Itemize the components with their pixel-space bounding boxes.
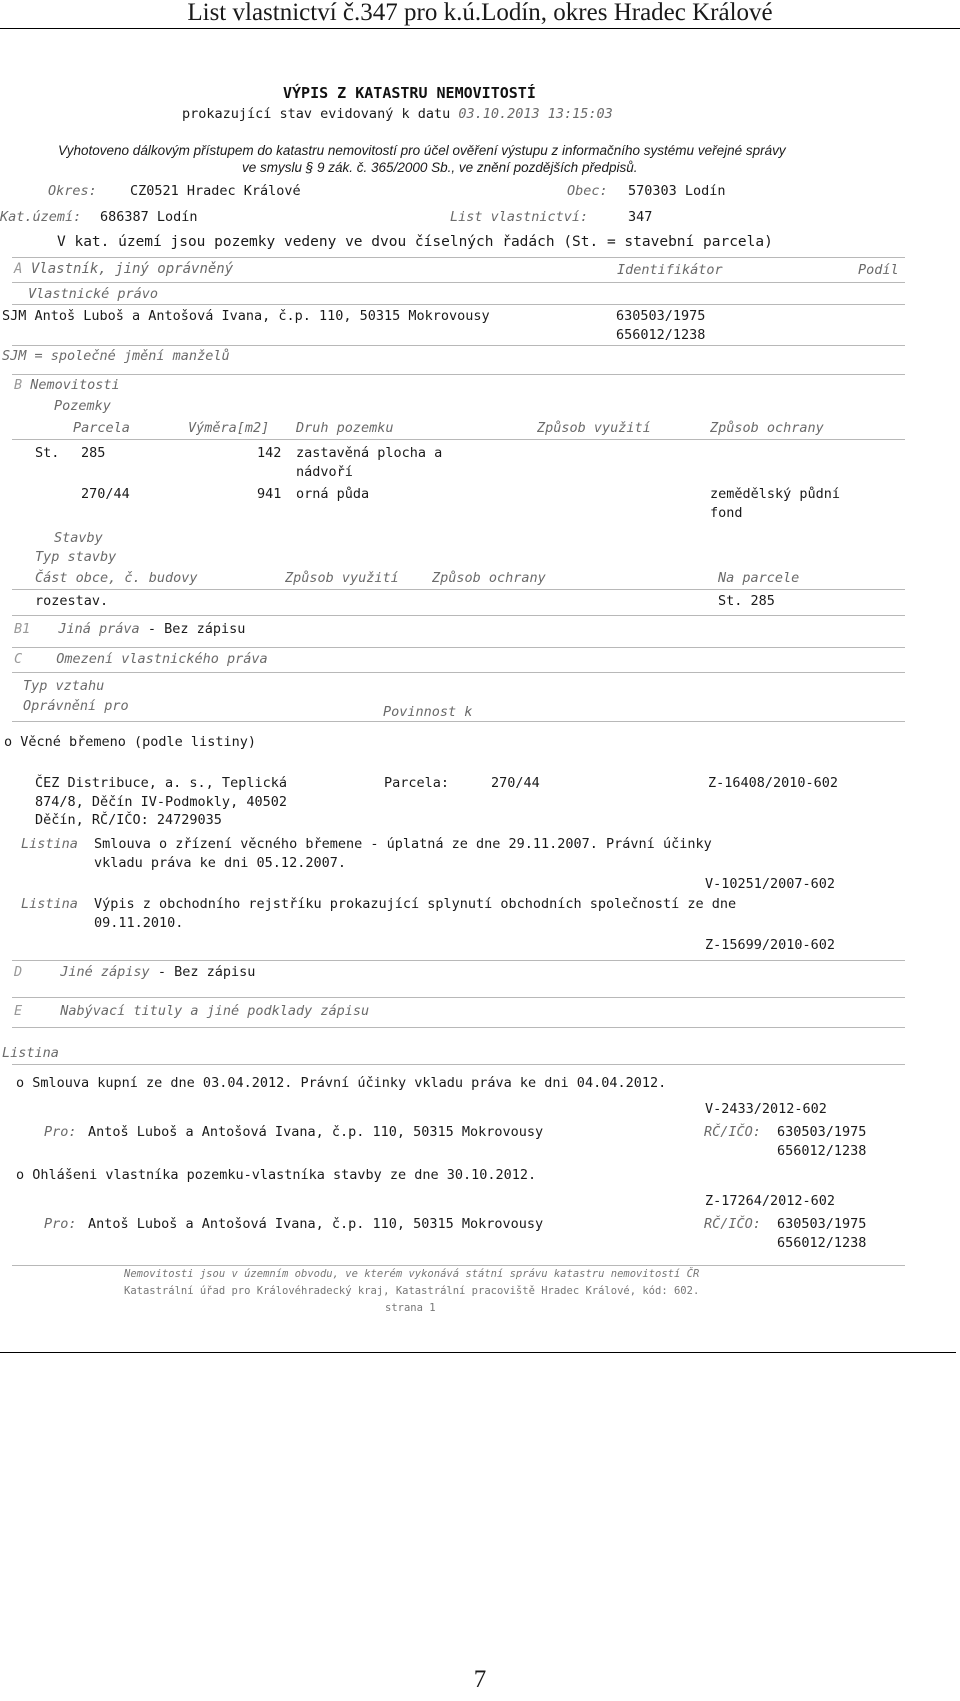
section-c-subrule2 bbox=[12, 721, 905, 722]
parcel-number: 285 bbox=[81, 445, 106, 461]
parcel-table-rule bbox=[12, 439, 905, 440]
owner-id-1: 630503/1975 bbox=[616, 308, 706, 324]
okres-value: CZ0521 Hradec Králové bbox=[130, 183, 301, 199]
doc-title: VÝPIS Z KATASTRU NEMOVITOSTÍ bbox=[283, 84, 536, 102]
podil-header: Podíl bbox=[858, 262, 899, 278]
parcel-type-line1: orná půda bbox=[296, 486, 370, 502]
col-na-parcele: Na parcele bbox=[718, 570, 800, 586]
pro-label-2: Pro: bbox=[44, 1216, 77, 1232]
vlastnicke-pravo-label: Vlastnické právo bbox=[28, 286, 159, 302]
doc-footer-line1: Nemovitosti jsou v územním obvodu, ve kterém vykonává státní správu katastru nemovitostí ČR bbox=[124, 1268, 700, 1280]
stavby-label: Stavby bbox=[54, 530, 103, 546]
encumbered-parcel-label: Parcela: bbox=[384, 775, 450, 791]
section-a-subrule bbox=[12, 282, 905, 283]
section-e-marker: E bbox=[14, 1003, 23, 1019]
obec-label: Obec: bbox=[567, 183, 608, 199]
doc-subtitle-prefix: prokazující stav evidovaný k datu bbox=[182, 106, 451, 122]
stavba-parcela: St. 285 bbox=[718, 593, 775, 609]
section-a-rule bbox=[12, 257, 905, 258]
section-d-marker: D bbox=[14, 964, 23, 980]
section-b1-rule bbox=[12, 615, 905, 616]
encumbered-parcel-value: 270/44 bbox=[491, 775, 540, 791]
stavba-typ: rozestav. bbox=[35, 593, 109, 609]
ref-z-16408: Z-16408/2010-602 bbox=[708, 775, 839, 791]
parcel-protection-line2: fond bbox=[710, 505, 743, 521]
rc-1-first: 630503/1975 bbox=[777, 1124, 867, 1140]
parcel-number: 270/44 bbox=[81, 486, 130, 502]
ku-value: 686387 Lodín bbox=[100, 209, 198, 225]
title-entry-1-ref: V-2433/2012-602 bbox=[705, 1101, 827, 1117]
povinnost-k-label: Povinnost k bbox=[383, 704, 473, 720]
pro-value-2: Antoš Luboš a Antošová Ivana, č.p. 110, 50315 Mokrovousy bbox=[88, 1216, 544, 1232]
section-a-title: Vlastník, jiný oprávněný bbox=[30, 261, 234, 277]
owner-name: SJM Antoš Luboš a Antošová Ivana, č.p. 110, 50315 Mokrovousy bbox=[2, 308, 490, 324]
doc-subtitle-date: 03.10.2013 13:15:03 bbox=[458, 106, 613, 122]
title-entry-2: o Ohlášeni vlastníka pozemku-vlastníka stavby ze dne 30.10.2012. bbox=[16, 1167, 537, 1183]
listina-header: Listina bbox=[2, 1045, 59, 1061]
col-druh: Druh pozemku bbox=[296, 420, 394, 436]
section-c-marker: C bbox=[14, 651, 23, 667]
doc-footer-rule bbox=[12, 1265, 905, 1266]
col-stavba-vyuziti: Způsob využití bbox=[285, 570, 399, 586]
stavby-table-rule bbox=[12, 589, 905, 590]
holder-line2: 874/8, Děčín IV-Podmokly, 40502 bbox=[35, 794, 287, 810]
vecne-bremeno-title: o Věcné břemeno (podle listiny) bbox=[4, 734, 256, 750]
section-a-subrule2 bbox=[12, 304, 905, 305]
parcel-area: 142 bbox=[257, 445, 282, 461]
section-b-heading bbox=[14, 377, 120, 393]
bottom-rule bbox=[0, 1352, 956, 1353]
section-b-title: Nemovitosti bbox=[30, 377, 120, 393]
listina-2-line1: Výpis z obchodního rejstříku prokazující splynutí obchodních společností ze dne bbox=[94, 896, 737, 912]
section-d-rule bbox=[12, 960, 905, 961]
title-entry-1: o Smlouva kupní ze dne 03.04.2012. Právní účinky vkladu práva ke dni 04.04.2012. bbox=[16, 1075, 667, 1091]
header-rule bbox=[0, 28, 960, 29]
identifikator-header: Identifikátor bbox=[617, 262, 723, 278]
rc-label-1: RČ/IČO: bbox=[704, 1124, 761, 1140]
section-b-marker: B bbox=[14, 377, 23, 393]
owner-id-2: 656012/1238 bbox=[616, 327, 706, 343]
listina-label-1: Listina bbox=[21, 836, 78, 852]
parcel-prefix: St. bbox=[35, 445, 60, 461]
rc-label-2: RČ/IČO: bbox=[704, 1216, 761, 1232]
section-d-title: Jiné zápisy bbox=[60, 964, 150, 980]
section-e-subrule bbox=[12, 1027, 905, 1028]
sjm-legend: SJM = společné jmění manželů bbox=[2, 348, 230, 364]
section-e-subrule2 bbox=[12, 1064, 905, 1065]
col-ochrana: Způsob ochrany bbox=[710, 420, 824, 436]
col-vyuziti: Způsob využití bbox=[537, 420, 651, 436]
typ-vztahu-label: Typ vztahu bbox=[23, 678, 105, 694]
holder-line3: Děčín, RČ/IČO: 24729035 bbox=[35, 812, 222, 828]
doc-subtitle bbox=[182, 106, 613, 122]
parcel-type-line1: zastavěná plocha a bbox=[296, 445, 443, 461]
typ-stavby-label: Typ stavby bbox=[35, 549, 117, 565]
section-e-rule bbox=[12, 997, 905, 998]
parcel-protection-line1: zemědělský půdní bbox=[710, 486, 841, 502]
section-d-heading bbox=[14, 964, 255, 980]
ref-v-10251: V-10251/2007-602 bbox=[705, 876, 836, 892]
rc-2-second: 656012/1238 bbox=[777, 1235, 867, 1251]
lv-value: 347 bbox=[628, 209, 653, 225]
section-a-endrule bbox=[12, 345, 905, 346]
section-d-value: - Bez zápisu bbox=[157, 964, 256, 980]
pro-value-1: Antoš Luboš a Antošová Ivana, č.p. 110, 50315 Mokrovousy bbox=[88, 1124, 544, 1140]
section-b1-title: Jiná práva bbox=[58, 621, 140, 637]
section-c-title: Omezení vlastnického práva bbox=[56, 651, 268, 667]
section-b1-heading bbox=[14, 621, 245, 637]
obec-value: 570303 Lodín bbox=[628, 183, 726, 199]
section-a-heading bbox=[14, 261, 233, 277]
ku-label: Kat.území: bbox=[0, 209, 82, 225]
lv-label: List vlastnictví: bbox=[450, 209, 589, 225]
rc-1-second: 656012/1238 bbox=[777, 1143, 867, 1159]
opravneni-pro-label: Oprávnění pro bbox=[23, 698, 129, 714]
listina-2-line2: 09.11.2010. bbox=[94, 915, 184, 931]
section-e-heading bbox=[14, 1003, 369, 1019]
doc-note-line1: Vyhotoveno dálkovým přístupem do katastru nemovitostí pro účel ověření výstupu z informačního systému veřejné správy bbox=[58, 143, 786, 158]
col-stavba-ochrana: Způsob ochrany bbox=[432, 570, 546, 586]
section-c-rule bbox=[12, 647, 905, 648]
section-e-title: Nabývací tituly a jiné podklady zápisu bbox=[60, 1003, 370, 1019]
col-cast-obce: Část obce, č. budovy bbox=[35, 570, 198, 586]
okres-label: Okres: bbox=[48, 183, 97, 199]
listina-1-line1: Smlouva o zřízení věcného břemene - úplatná ze dne 29.11.2007. Právní účinky bbox=[94, 836, 712, 852]
parcel-type-line2: nádvoří bbox=[296, 464, 353, 480]
page-number: 7 bbox=[473, 1666, 487, 1693]
holder-line1: ČEZ Distribuce, a. s., Teplická bbox=[35, 775, 287, 791]
section-c-heading bbox=[14, 651, 268, 667]
section-b-rule bbox=[12, 374, 905, 375]
doc-footer-line2: Katastrální úřad pro Královéhradecký kraj, Katastrální pracoviště Hradec Králové, kód: 602. bbox=[124, 1285, 700, 1297]
pozemky-label: Pozemky bbox=[54, 398, 111, 414]
pro-label-1: Pro: bbox=[44, 1124, 77, 1140]
col-vymera: Výměra[m2] bbox=[188, 420, 270, 436]
section-a-marker: A bbox=[14, 261, 23, 277]
ref-z-15699: Z-15699/2010-602 bbox=[705, 937, 836, 953]
rady-note: V kat. území jsou pozemky vedeny ve dvou číselných řadách (St. = stavební parcela) bbox=[57, 234, 773, 250]
doc-footer-line3: strana 1 bbox=[385, 1302, 436, 1314]
listina-label-2: Listina bbox=[21, 896, 78, 912]
section-b1-value: - Bez zápisu bbox=[147, 621, 246, 637]
col-parcela: Parcela bbox=[73, 420, 130, 436]
page-header: List vlastnictví č.347 pro k.ú.Lodín, okres Hradec Králové bbox=[187, 0, 773, 26]
title-entry-2-ref: Z-17264/2012-602 bbox=[705, 1193, 836, 1209]
parcel-area: 941 bbox=[257, 486, 282, 502]
listina-1-line2: vkladu práva ke dni 05.12.2007. bbox=[94, 855, 346, 871]
doc-note-line2: ve smyslu § 9 zák. č. 365/2000 Sb., ve znění pozdějších předpisů. bbox=[242, 160, 638, 175]
section-c-subrule bbox=[12, 672, 905, 673]
section-b1-marker: B1 bbox=[14, 621, 31, 637]
rc-2-first: 630503/1975 bbox=[777, 1216, 867, 1232]
